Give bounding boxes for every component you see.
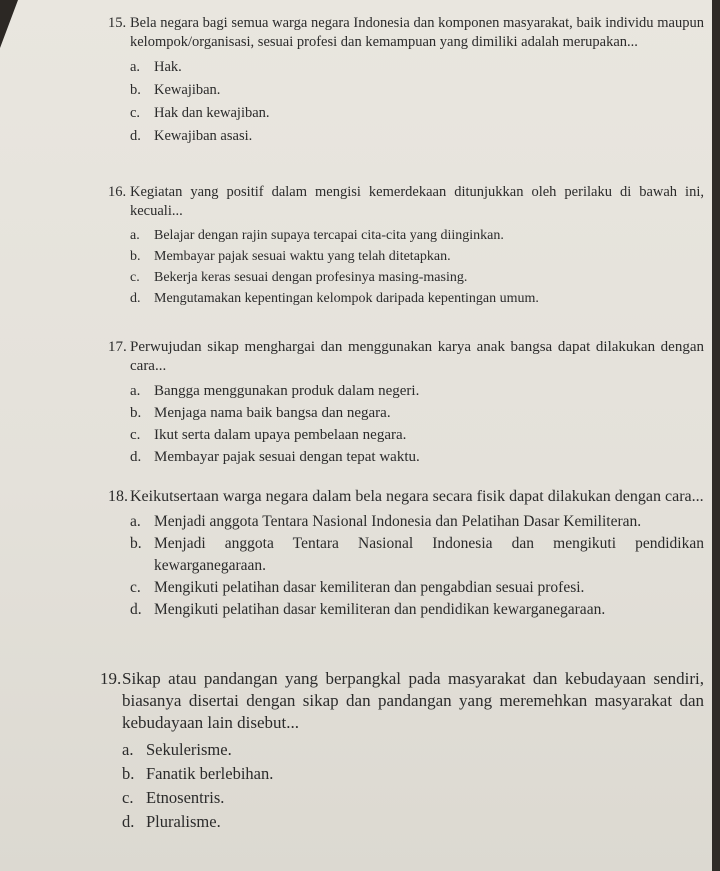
option-text: Hak. [154, 59, 182, 75]
option-b [130, 402, 704, 424]
option-letter: c. [122, 788, 134, 807]
question-number: 16. [108, 184, 127, 200]
page-edge-shadow [712, 0, 720, 871]
question-number: 18. [108, 488, 128, 505]
page-fold-shadow [0, 0, 18, 48]
question-text: Perwujudan sikap menghargai dan menggunakan karya anak bangsa dapat dilakukan dengan cara... [130, 339, 704, 374]
option-text: Ikut serta dalam upaya pembelaan negara. [154, 427, 407, 443]
question-stem [100, 668, 704, 734]
option-letter: d. [130, 291, 141, 306]
options-list [108, 225, 704, 309]
option-text: Kewajiban. [154, 82, 221, 98]
option-letter: b. [130, 405, 142, 421]
option-c [130, 267, 704, 288]
option-d [130, 288, 704, 309]
options-list [108, 511, 704, 621]
question-16 [108, 183, 704, 309]
option-a [130, 380, 704, 402]
option-d [130, 599, 704, 621]
option-text: Menjadi anggota Tentara Nasional Indonesia dan mengikuti pendidikan kewarganegaraan. [154, 535, 704, 574]
option-d [130, 125, 704, 148]
question-number: 15. [108, 15, 127, 31]
option-letter: d. [130, 601, 142, 618]
option-letter: b. [130, 249, 141, 264]
option-text: Kewajiban asasi. [154, 128, 253, 144]
option-b [130, 533, 704, 577]
option-d [130, 446, 704, 468]
option-c [130, 424, 704, 446]
option-letter: b. [130, 535, 142, 552]
option-letter: a. [130, 59, 141, 75]
question-15 [108, 14, 704, 148]
option-a [130, 511, 704, 533]
question-number: 17. [108, 339, 127, 355]
option-text: Menjaga nama baik bangsa dan negara. [154, 405, 391, 421]
option-letter: c. [130, 427, 141, 443]
option-letter: a. [130, 228, 140, 243]
option-b [130, 246, 704, 267]
question-17 [108, 338, 704, 468]
option-c [122, 786, 704, 810]
option-letter: a. [122, 740, 134, 759]
question-stem [108, 183, 704, 221]
option-text: Fanatik berlebihan. [146, 764, 274, 783]
option-text: Etnosentris. [146, 788, 225, 807]
option-text: Belajar dengan rajin supaya tercapai cita-cita yang diinginkan. [154, 228, 504, 243]
option-b [122, 762, 704, 786]
option-c [130, 577, 704, 599]
options-list [100, 738, 704, 834]
question-19 [100, 668, 704, 834]
option-text: Sekulerisme. [146, 740, 232, 759]
option-letter: d. [130, 128, 141, 144]
option-text: Mengutamakan kepentingan kelompok daripada kepentingan umum. [154, 291, 539, 306]
question-text: Kegiatan yang positif dalam mengisi kemerdekaan ditunjukkan oleh perilaku di bawah ini, kecuali... [130, 184, 704, 219]
options-list [108, 56, 704, 148]
option-text: Bekerja keras sesuai dengan profesinya masing-masing. [154, 270, 468, 285]
question-text: Sikap atau pandangan yang berpangkal pada masyarakat dan kebudayaan sendiri, biasanya disertai dengan sikap dan pandangan yang meremehkan masyarakat dan kebudayaan lain disebut... [122, 669, 704, 732]
question-stem [108, 14, 704, 52]
option-letter: a. [130, 513, 141, 530]
option-c [130, 102, 704, 125]
option-letter: d. [122, 812, 135, 831]
option-text: Menjadi anggota Tentara Nasional Indonesia dan Pelatihan Dasar Kemiliteran. [154, 513, 642, 530]
option-letter: b. [130, 82, 141, 98]
option-a [122, 738, 704, 762]
question-text: Bela negara bagi semua warga negara Indonesia dan komponen masyarakat, baik individu maupun kelompok/organisasi, sesuai profesi dan kemampuan yang dimiliki adalah merupakan... [130, 15, 704, 50]
option-b [130, 79, 704, 102]
question-stem [108, 486, 704, 507]
option-letter: c. [130, 270, 140, 285]
option-text: Membayar pajak sesuai dengan tepat waktu. [154, 449, 420, 465]
option-d [122, 810, 704, 834]
option-text: Mengikuti pelatihan dasar kemiliteran dan pengabdian sesuai profesi. [154, 579, 585, 596]
options-list [108, 380, 704, 468]
option-text: Bangga menggunakan produk dalam negeri. [154, 383, 420, 399]
option-text: Mengikuti pelatihan dasar kemiliteran dan pendidikan kewarganegaraan. [154, 601, 606, 618]
option-a [130, 56, 704, 79]
option-letter: c. [130, 105, 141, 121]
question-text: Keikutsertaan warga negara dalam bela negara secara fisik dapat dilakukan dengan cara... [130, 488, 704, 505]
option-text: Pluralisme. [146, 812, 221, 831]
option-letter: a. [130, 383, 141, 399]
question-18 [108, 486, 704, 621]
option-letter: b. [122, 764, 135, 783]
option-letter: d. [130, 449, 142, 465]
option-text: Hak dan kewajiban. [154, 105, 270, 121]
question-number: 19. [100, 669, 122, 688]
option-text: Membayar pajak sesuai waktu yang telah ditetapkan. [154, 249, 451, 264]
option-a [130, 225, 704, 246]
question-stem [108, 338, 704, 376]
option-letter: c. [130, 579, 141, 596]
